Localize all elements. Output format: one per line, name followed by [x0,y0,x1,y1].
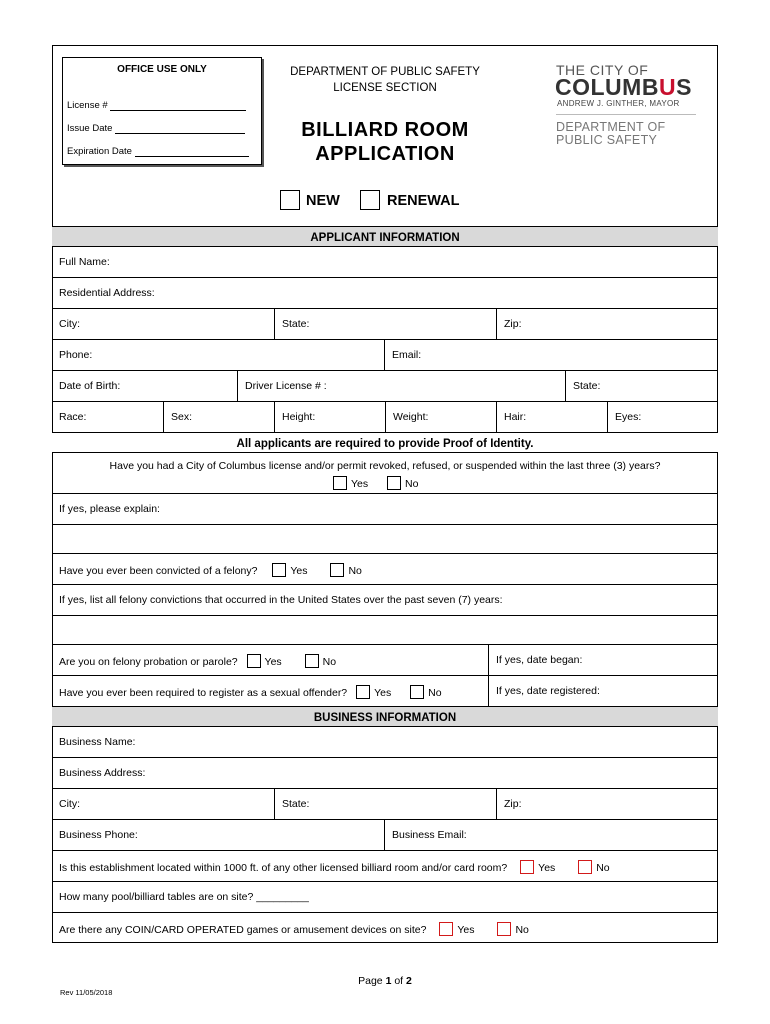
renewal-label: RENEWAL [387,193,460,209]
felony-no-checkbox[interactable] [330,563,344,577]
city-logo-wordmark: COLUMBUS [555,74,692,100]
new-label: NEW [306,193,340,209]
mayor-name: ANDREW J. GINTHER, MAYOR [557,99,680,108]
proximity-yes-checkbox[interactable] [520,860,534,874]
explain-row [52,493,718,524]
felony-question-cell: Have you ever been convicted of a felony? Yes No [59,565,362,577]
business-zip-field[interactable]: Zip: [496,789,718,819]
state-field[interactable]: State: [274,309,496,339]
offender-date-field[interactable]: If yes, date registered: [488,676,718,706]
license-state-field[interactable]: State: [565,371,718,401]
sex-field[interactable]: Sex: [163,402,274,432]
hair-field[interactable]: Hair: [496,402,607,432]
probation-yes-checkbox[interactable] [247,654,261,668]
race-field[interactable]: Race: [59,411,87,423]
revoked-yes-option[interactable]: Yes [333,476,368,490]
weight-field[interactable]: Weight: [385,402,496,432]
explain-blank-row[interactable] [52,524,718,553]
dept-logo-text: DEPARTMENT OF PUBLIC SAFETY [556,120,666,147]
offender-row [52,675,718,706]
issue-date-field[interactable]: Issue Date [67,123,245,134]
office-use-box [62,57,262,165]
phone-email-row [52,339,718,370]
physical-description-row [52,401,718,432]
business-state-field[interactable]: State: [274,789,496,819]
coin-row [52,912,718,943]
full-name-field[interactable]: Full Name: [59,256,110,268]
felony-list-row [52,584,718,615]
business-city-field[interactable]: City: [59,798,80,810]
new-checkbox[interactable] [280,190,300,210]
business-name-field[interactable]: Business Name: [59,736,136,748]
height-field[interactable]: Height: [274,402,385,432]
tables-field[interactable]: How many pool/billiard tables are on site? _________ [59,891,309,903]
revoked-no-checkbox[interactable] [387,476,401,490]
business-address-row [52,757,718,788]
tables-row [52,881,718,912]
identity-notice: All applicants are required to provide Proof of Identity. [52,432,718,452]
business-phone-field[interactable]: Business Phone: [59,829,138,841]
felony-list-blank-row[interactable] [52,615,718,644]
residential-address-row [52,277,718,308]
phone-field[interactable]: Phone: [59,349,93,361]
city-state-zip-row [52,308,718,339]
probation-no-checkbox[interactable] [305,654,319,668]
business-email-field[interactable]: Business Email: [384,820,718,850]
logo-divider [556,114,696,115]
probation-row [52,644,718,675]
department-heading: DEPARTMENT OF PUBLIC SAFETY LICENSE SECTION [290,66,480,94]
felony-yes-checkbox[interactable] [272,563,286,577]
city-field[interactable]: City: [59,318,80,330]
coin-yes-checkbox[interactable] [439,922,453,936]
applicant-section-heading: APPLICANT INFORMATION [52,226,718,246]
offender-no-checkbox[interactable] [410,685,424,699]
felony-list-label: If yes, list all felony convictions that occurred in the United States over the past seven (7) years: [59,594,503,606]
office-use-title: OFFICE USE ONLY [117,64,207,75]
business-name-row [52,726,718,757]
dob-license-row [52,370,718,401]
revoked-question-row [52,452,718,493]
offender-question-cell: Have you ever been required to register as a sexual offender? Yes No [59,687,442,699]
proximity-question-cell: Is this establishment located within 1000 ft. of any other licensed billiard room and/or card room? Yes No [59,862,610,874]
probation-question-cell: Are you on felony probation or parole? Yes No [59,656,337,668]
felony-row [52,553,718,584]
probation-date-field[interactable]: If yes, date began: [488,645,718,675]
offender-yes-checkbox[interactable] [356,685,370,699]
business-section-heading: BUSINESS INFORMATION [52,706,718,726]
zip-field[interactable]: Zip: [496,309,718,339]
page-title: BILLIARD ROOM APPLICATION [301,119,469,165]
eyes-field[interactable]: Eyes: [607,402,718,432]
email-field[interactable]: Email: [384,340,718,370]
page-number: Page 1 of 2 [358,975,412,987]
coin-question-cell: Are there any COIN/CARD OPERATED games or amusement devices on site? Yes No [59,924,529,936]
explain-field[interactable]: If yes, please explain: [59,503,160,515]
expiration-date-field[interactable]: Expiration Date [67,146,249,157]
residential-address-field[interactable]: Residential Address: [59,287,155,299]
dob-field[interactable]: Date of Birth: [59,380,121,392]
license-number-field[interactable]: License # [67,100,246,111]
revision-date: Rev 11/05/2018 [60,988,113,997]
revoked-no-option[interactable]: No [387,476,418,490]
proximity-no-checkbox[interactable] [578,860,592,874]
business-city-state-zip-row [52,788,718,819]
driver-license-field[interactable]: Driver License # : [237,371,565,401]
business-phone-email-row [52,819,718,850]
city-logo-line1: THE CITY OF [556,62,649,78]
revoked-yes-checkbox[interactable] [333,476,347,490]
full-name-row [52,246,718,277]
revoked-question: Have you had a City of Columbus license and/or permit revoked, refused, or suspended within the last three (3) years? [109,460,661,472]
proximity-row [52,850,718,881]
renewal-checkbox[interactable] [360,190,380,210]
coin-no-checkbox[interactable] [497,922,511,936]
business-address-field[interactable]: Business Address: [59,767,146,779]
